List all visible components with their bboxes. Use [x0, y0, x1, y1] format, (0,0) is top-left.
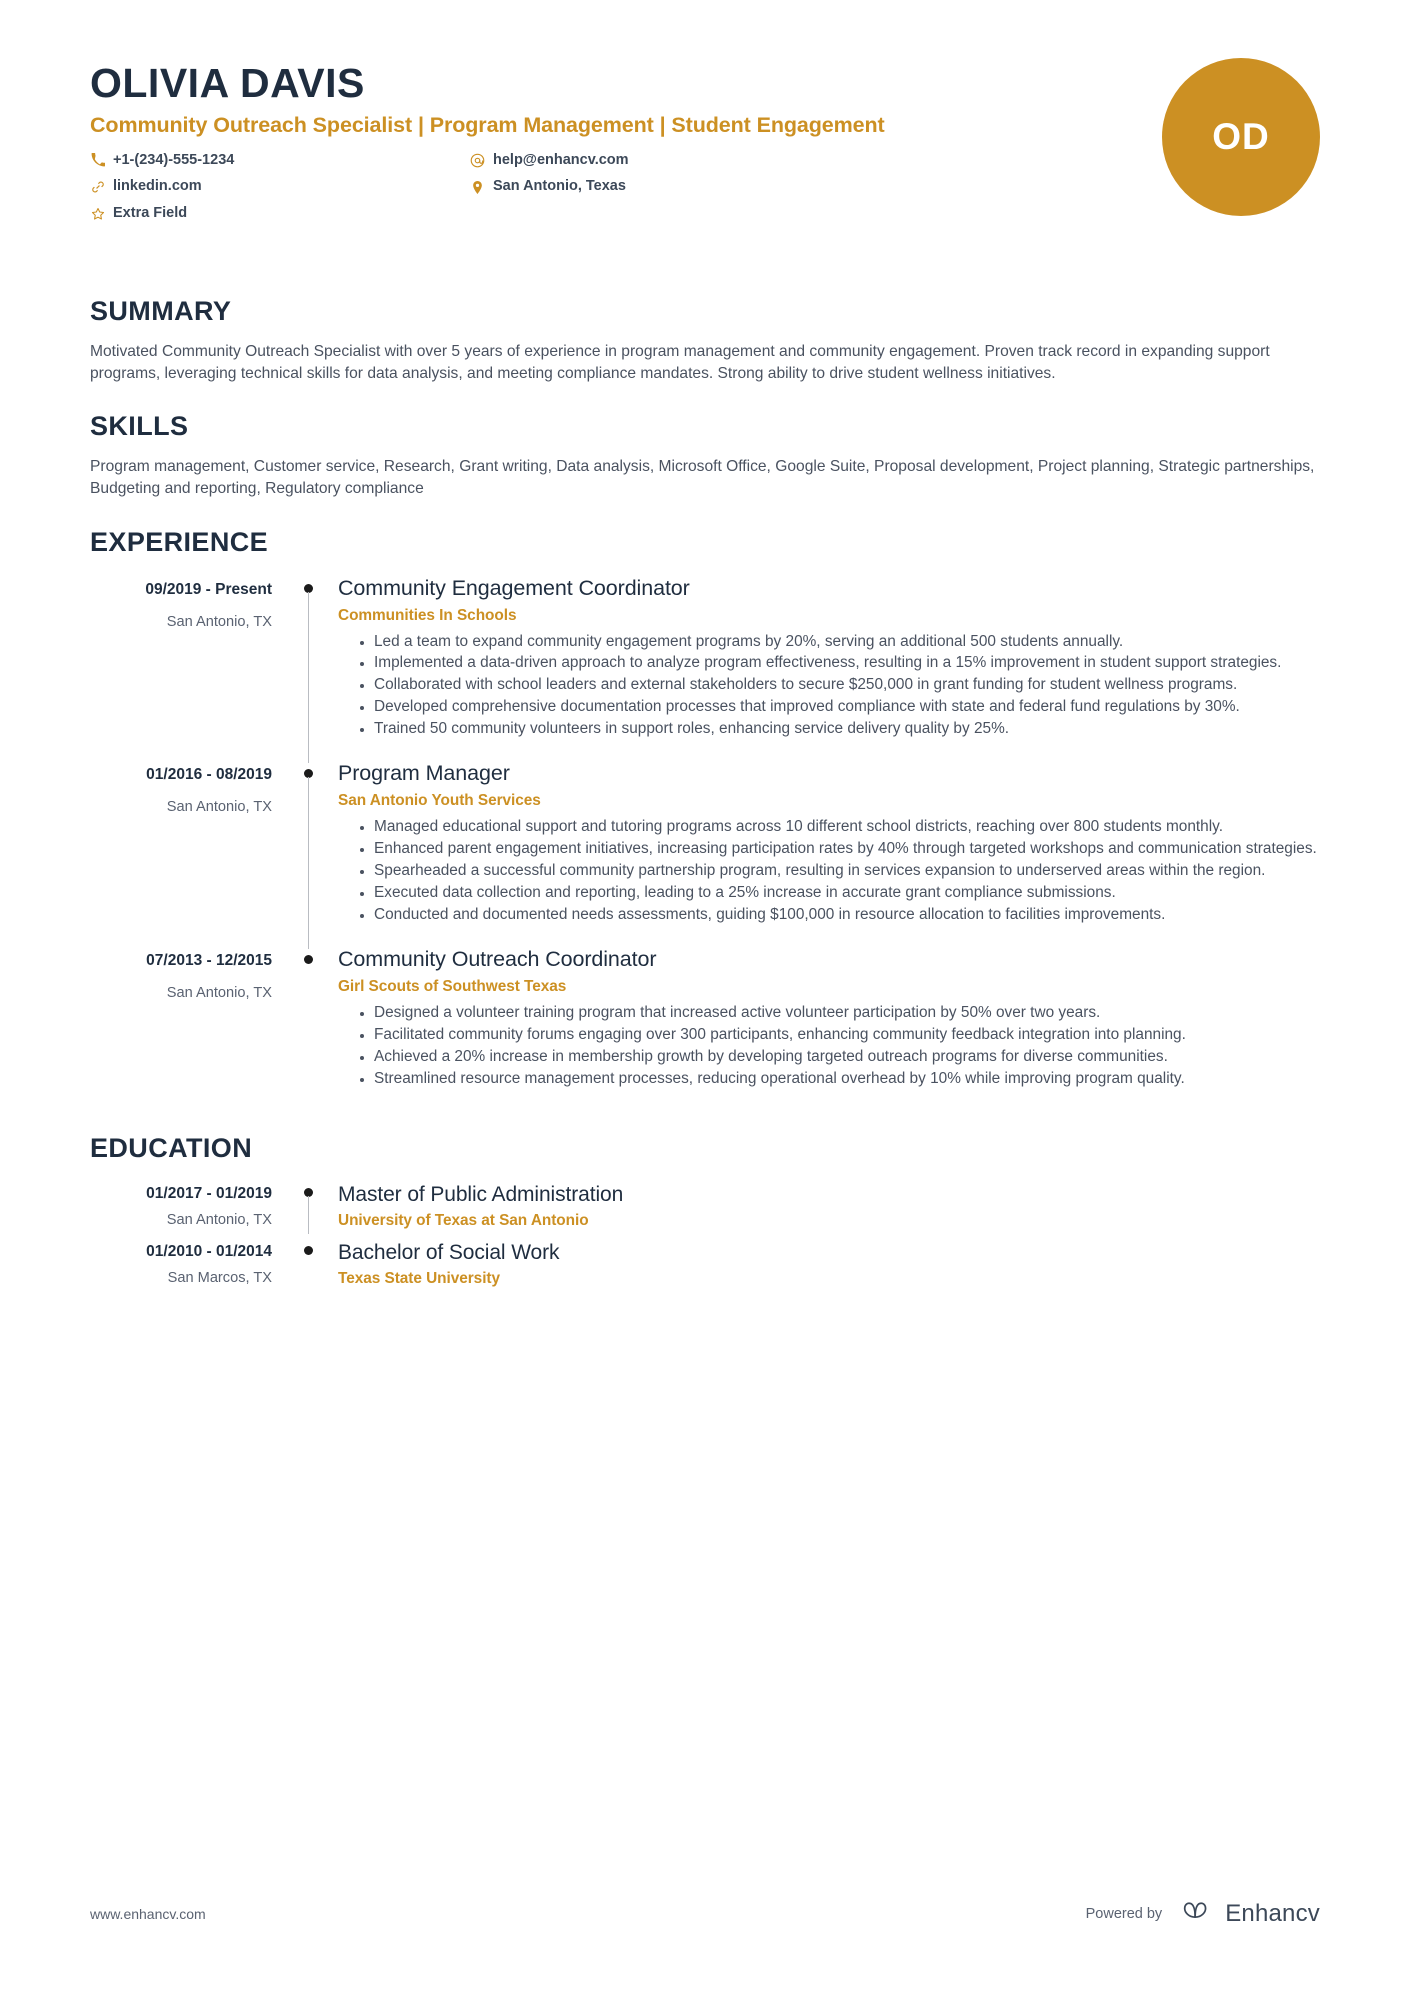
contact-linkedin-value: linkedin.com: [113, 178, 202, 195]
experience-bullets: [338, 632, 1320, 741]
experience-bullets: [338, 817, 1320, 926]
skills-heading: SKILLS: [90, 411, 189, 442]
contact-linkedin[interactable]: [90, 176, 470, 198]
professional-headline: Community Outreach Specialist | Program Management | Student Engagement: [90, 113, 885, 138]
experience-section: [90, 527, 1320, 1107]
education-entry-content: [336, 1178, 1320, 1236]
resume-header: [90, 60, 1320, 270]
education-heading: EDUCATION: [90, 1132, 253, 1163]
list-item: Executed data collection and reporting, leading to a 25% increase in accurate grant compliance submissions.: [360, 883, 1320, 904]
education-school: Texas State University: [338, 1270, 501, 1288]
list-item: Designed a volunteer training program that increased active volunteer participation by 50% over two years.: [360, 1003, 1320, 1024]
skills-section: [90, 411, 1320, 500]
timeline-line: [308, 777, 309, 949]
summary-heading: SUMMARY: [90, 296, 232, 326]
list-item: Implemented a data-driven approach to analyze program effectiveness, resulting in a 15% improvement in student support strategies.: [360, 653, 1320, 674]
education-entry: [90, 1178, 1320, 1236]
list-item: Spearheaded a successful community partnership program, resulting in services expansion to underserved areas within the region.: [360, 861, 1320, 882]
enhancv-mark-icon: [1176, 1898, 1216, 1929]
experience-entry: [90, 572, 1320, 758]
education-location: San Marcos, TX: [167, 1269, 272, 1286]
timeline-rail: [290, 572, 336, 758]
education-location: San Antonio, TX: [166, 1211, 272, 1228]
experience-company: Girl Scouts of Southwest Texas: [338, 977, 567, 995]
summary-section: [90, 296, 1320, 385]
contact-email[interactable]: [470, 150, 850, 172]
experience-date: 01/2016 - 08/2019: [146, 766, 272, 784]
star-icon: [90, 206, 105, 221]
experience-location: San Antonio, TX: [166, 613, 272, 630]
education-entry: [90, 1236, 1320, 1294]
contact-phone[interactable]: [90, 150, 470, 172]
timeline-rail: [290, 1178, 336, 1236]
experience-date: 07/2013 - 12/2015: [146, 951, 272, 969]
contact-email-value: help@enhancv.com: [493, 151, 629, 168]
list-item: Developed comprehensive documentation processes that improved compliance with state and federal fund regulations by 30%.: [360, 697, 1320, 718]
footer-url[interactable]: www.enhancv.com: [90, 1905, 206, 1922]
timeline-line: [308, 1196, 309, 1234]
powered-by-label: Powered by: [1085, 1905, 1163, 1922]
education-date: 01/2017 - 01/2019: [146, 1184, 272, 1202]
avatar: [1162, 58, 1320, 216]
link-icon: [90, 180, 105, 195]
education-entry-meta: [90, 1178, 290, 1236]
contact-extra-field-value: Extra Field: [113, 205, 188, 222]
footer-branding: [1086, 1898, 1320, 1929]
education-date: 01/2010 - 01/2014: [146, 1242, 272, 1260]
list-item: Conducted and documented needs assessments, guiding $100,000 in resource allocation to facilities improvements.: [360, 905, 1320, 926]
education-degree: Master of Public Administration: [338, 1182, 624, 1206]
resume-footer: [90, 1898, 1320, 1929]
experience-entry-meta: [90, 943, 290, 1107]
timeline-rail: [290, 943, 336, 1107]
education-degree: Bachelor of Social Work: [338, 1240, 560, 1264]
location-pin-icon: [470, 180, 485, 195]
experience-location: San Antonio, TX: [166, 984, 272, 1001]
list-item: Managed educational support and tutoring programs across 10 different school districts, reaching over 800 students monthly.: [360, 817, 1320, 838]
timeline-rail: [290, 757, 336, 943]
education-entry-meta: [90, 1236, 290, 1294]
education-entry-content: [336, 1236, 1320, 1294]
list-item: Led a team to expand community engagement programs by 20%, serving an additional 500 students annually.: [360, 632, 1320, 653]
experience-entry-content: [336, 943, 1320, 1107]
enhancv-wordmark: Enhancv: [1225, 1899, 1320, 1927]
list-item: Streamlined resource management processes, reducing operational overhead by 10% while improving program quality.: [360, 1069, 1320, 1090]
experience-role: Community Outreach Coordinator: [338, 946, 657, 971]
experience-company: Communities In Schools: [338, 606, 517, 624]
list-item: Achieved a 20% increase in membership growth by developing targeted outreach programs for diverse communities.: [360, 1047, 1320, 1068]
list-item: Facilitated community forums engaging over 300 participants, enhancing community feedback integration into planning.: [360, 1025, 1320, 1046]
list-item: Collaborated with school leaders and external stakeholders to secure $250,000 in grant funding for student wellness programs.: [360, 675, 1320, 696]
experience-role: Community Engagement Coordinator: [338, 575, 690, 600]
contact-location-value: San Antonio, Texas: [493, 178, 626, 195]
experience-entry-meta: [90, 757, 290, 943]
list-item: Trained 50 community volunteers in support roles, enhancing service delivery quality by 25%.: [360, 719, 1320, 740]
experience-date: 09/2019 - Present: [145, 580, 272, 598]
contact-list: [90, 150, 850, 225]
timeline-rail: [290, 1236, 336, 1294]
experience-bullets: [338, 1003, 1320, 1090]
experience-entry: [90, 943, 1320, 1107]
experience-entry-content: [336, 757, 1320, 943]
contact-phone-value: +1-(234)-555-1234: [113, 151, 235, 168]
avatar-initials: OD: [1212, 116, 1270, 157]
experience-location: San Antonio, TX: [166, 799, 272, 816]
email-icon: [470, 153, 485, 168]
education-school: University of Texas at San Antonio: [338, 1211, 589, 1229]
contact-location[interactable]: [470, 176, 850, 198]
experience-company: San Antonio Youth Services: [338, 792, 541, 810]
timeline-dot-icon: [304, 955, 313, 964]
experience-entry: [90, 757, 1320, 943]
experience-role: Program Manager: [338, 761, 510, 786]
timeline-line: [308, 592, 309, 764]
list-item: Enhanced parent engagement initiatives, increasing participation rates by 40% through targeted workshops and communication strategies.: [360, 839, 1320, 860]
skills-text: Program management, Customer service, Research, Grant writing, Data analysis, Microsoft Office, Google Suite, Proposal development, Project planning, Strategic partnerships, Budgeting and reporting, Regulatory compliance: [90, 458, 1315, 498]
phone-icon: [90, 153, 105, 168]
enhancv-logo: [1176, 1898, 1320, 1929]
experience-heading: EXPERIENCE: [90, 526, 269, 557]
experience-entry-content: [336, 572, 1320, 758]
experience-entry-meta: [90, 572, 290, 758]
page-title: OLIVIA DAVIS: [90, 60, 365, 106]
contact-extra-field[interactable]: [90, 203, 470, 225]
timeline-dot-icon: [304, 1246, 313, 1255]
education-section: [90, 1133, 1320, 1295]
summary-text: Motivated Community Outreach Specialist with over 5 years of experience in program management and community engagement. Proven track record in expanding support programs, leveraging technical skills for data analysis, and meeting compliance mandates. Strong ability to drive student wellness initiatives.: [90, 343, 1270, 383]
